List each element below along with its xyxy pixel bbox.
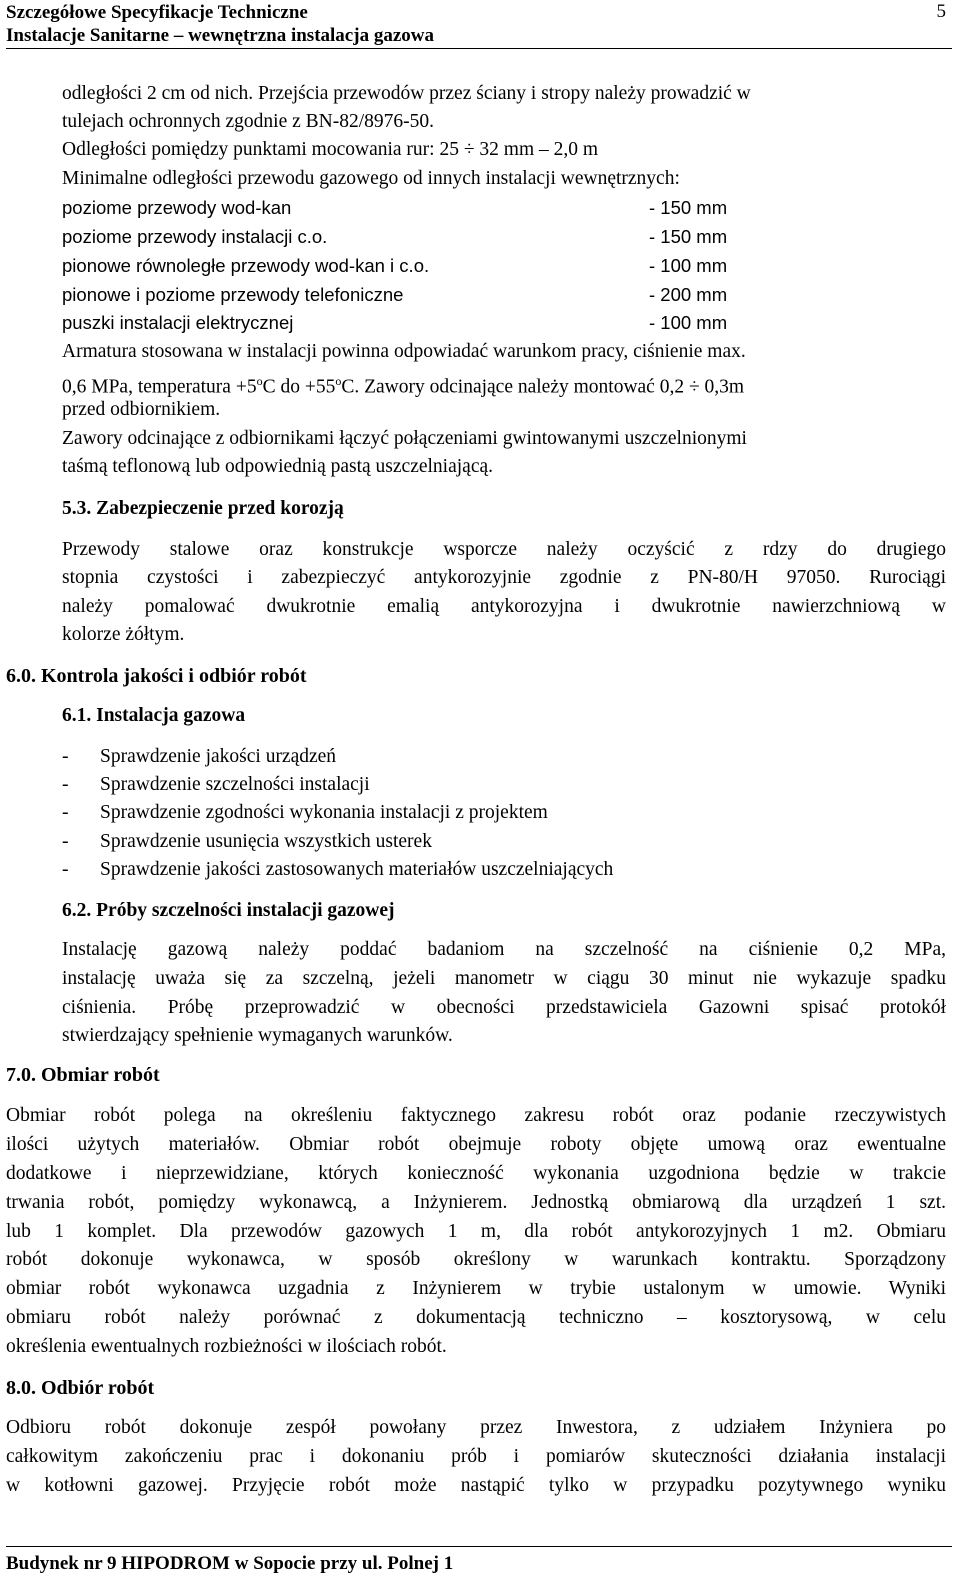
page-header (6, 0, 952, 49)
checklist-item: - Sprawdzenie jakości zastosowanych materiałów uszczelniających (62, 859, 614, 880)
footer-text: Budynek nr 9 HIPODROM w Sopocie przy ul. Polnej 1 (6, 1553, 454, 1574)
armatura-line: taśmą teflonową lub odpowiednią pastą uszczelniającą. (62, 456, 493, 477)
page-number: 5 (936, 1, 946, 22)
page-footer (6, 1546, 952, 1587)
distance-value: - 100 mm (649, 255, 728, 276)
distance-label: puszki instalacji elektrycznej (62, 312, 294, 333)
header-title: Szczegółowe Specyfikacje Techniczne (6, 2, 308, 23)
distance-value: - 100 mm (649, 312, 728, 333)
s53-line: należy pomalować dwukrotnie emalią antykorozyjna i dwukrotnie nawierzchniową w (62, 596, 946, 617)
s62-line: ciśnienia. Próbę przeprowadzić w obecności przedstawiciela Gazowni spisać protokół (62, 997, 946, 1018)
s70-line: Obmiar robót polega na określeniu faktycznego zakresu robót oraz podanie rzeczywistych (6, 1105, 946, 1126)
text-span: 0,6 MPa, temperatura +5 (62, 376, 257, 398)
section-7-0-heading: 7.0. Obmiar robót (6, 1064, 160, 1086)
armatura-line: przed odbiornikiem. (62, 399, 221, 420)
s70-line: obmiaru robót należy porównać z dokumentacją techniczno – kosztorysową, w celu (6, 1307, 946, 1328)
s62-line: instalację uważa się za szczelną, jeżeli manometr w ciągu 30 minut nie wykazuje spadku (62, 968, 946, 989)
s70-line: robót dokonuje wykonawca, w sposób określony w warunkach kontraktu. Sporządzony (6, 1249, 946, 1270)
s70-line: określenia ewentualnych rozbieżności w ilościach robót. (6, 1336, 447, 1357)
distance-row (62, 194, 728, 222)
header-subtitle: Instalacje Sanitarne – wewnętrzna instalacja gazowa (6, 25, 434, 46)
distance-label: pionowe i poziome przewody telefoniczne (62, 284, 404, 305)
s53-line: stopnia czystości i zabezpieczyć antykorozyjnie zgodnie z PN-80/H 97050. Rurociągi (62, 567, 946, 588)
distance-label: pionowe równoległe przewody wod-kan i c.o. (62, 255, 430, 276)
s62-line: stwierdzający spełnienie wymaganych warunków. (62, 1025, 453, 1046)
checklist-text: Sprawdzenie jakości urządzeń (100, 746, 337, 767)
section-8-0-heading: 8.0. Odbiór robót (6, 1377, 155, 1399)
section-5-3-heading: 5.3. Zabezpieczenie przed korozją (62, 498, 344, 519)
distance-value: - 150 mm (649, 197, 728, 218)
s70-line: obmiar robót wykonawca uzgadnia z Inżynierem w trybie ustalonym w umowie. Wyniki (6, 1278, 946, 1299)
s53-line: Przewody stalowe oraz konstrukcje wsporcze należy oczyścić z rdzy do drugiego (62, 539, 946, 560)
intro-line: Minimalne odległości przewodu gazowego od innych instalacji wewnętrznych: (62, 168, 680, 189)
intro-line: odległości 2 cm od nich. Przejścia przewodów przez ściany i stropy należy prowadzić w (62, 83, 751, 104)
s70-line: ilości użytych materiałów. Obmiar robót obejmuje roboty objęte umową oraz ewentualne (6, 1134, 946, 1155)
checklist-item: - Sprawdzenie szczelności instalacji (62, 774, 370, 795)
checklist-text: Sprawdzenie usunięcia wszystkich usterek (100, 831, 432, 852)
checklist-text: Sprawdzenie szczelności instalacji (100, 774, 370, 795)
degree-superscript: o (256, 374, 263, 388)
text-span: C do +55 (262, 376, 336, 398)
section-6-0-heading: 6.0. Kontrola jakości i odbiór robót (6, 665, 307, 687)
distance-label: poziome przewody wod-kan (62, 197, 292, 218)
distance-value: - 200 mm (649, 284, 728, 305)
checklist-text: Sprawdzenie jakości zastosowanych materiałów uszczelniających (100, 859, 614, 880)
armatura-line: Armatura stosowana w instalacji powinna odpowiadać warunkom pracy, ciśnienie max. (62, 341, 746, 362)
distance-row (62, 252, 728, 280)
s80-line: Odbioru robót dokonuje zespół powołany przez Inwestora, z udziałem Inżyniera po (6, 1417, 946, 1438)
s70-line: lub 1 komplet. Dla przewodów gazowych 1 m, dla robót antykorozyjnych 1 m2. Obmiaru (6, 1221, 946, 1242)
section-6-1-heading: 6.1. Instalacja gazowa (62, 705, 246, 726)
distance-label: poziome przewody instalacji c.o. (62, 226, 328, 247)
intro-line: tulejach ochronnych zgodnie z BN-82/8976-50. (62, 111, 435, 132)
s62-line: Instalację gazową należy poddać badaniom na szczelność na ciśnienie 0,2 MPa, (62, 939, 946, 960)
checklist-text: Sprawdzenie zgodności wykonania instalacji z projektem (100, 802, 548, 823)
s70-line: trwania robót, pomiędzy wykonawcą, a Inżynierem. Jednostką obmiarową dla urządzeń 1 szt. (6, 1192, 946, 1213)
degree-superscript: o (335, 374, 342, 388)
intro-line: Odległości pomiędzy punktami mocowania rur: 25 ÷ 32 mm – 2,0 m (62, 139, 599, 160)
s80-line: w kotłowni gazowej. Przyjęcie robót może nastąpić tylko w przypadku pozytywnego wyniku (6, 1475, 946, 1496)
checklist-item: - Sprawdzenie zgodności wykonania instalacji z projektem (62, 802, 548, 823)
checklist-item: - Sprawdzenie jakości urządzeń (62, 746, 337, 767)
s53-line: kolorze żółtym. (62, 624, 185, 645)
distance-row (62, 309, 728, 337)
distance-value: - 150 mm (649, 226, 728, 247)
armatura-line: Zawory odcinające z odbiornikami łączyć połączeniami gwintowanymi uszczelnionymi (62, 428, 747, 449)
text-span: C. Zawory odcinające należy montować 0,2 ÷ 0,3m (341, 376, 745, 398)
section-6-2-heading: 6.2. Próby szczelności instalacji gazowej (62, 900, 395, 921)
s80-line: całkowitym zakończeniu prac i dokonaniu prób i pomiarów skuteczności działania instalacji (6, 1446, 946, 1467)
distance-row (62, 281, 728, 309)
distance-row (62, 223, 728, 251)
checklist-item: - Sprawdzenie usunięcia wszystkich usterek (62, 831, 432, 852)
s70-line: dodatkowe i nieprzewidziane, których konieczność wykonania uzgodniona będzie w trakcie (6, 1163, 946, 1184)
